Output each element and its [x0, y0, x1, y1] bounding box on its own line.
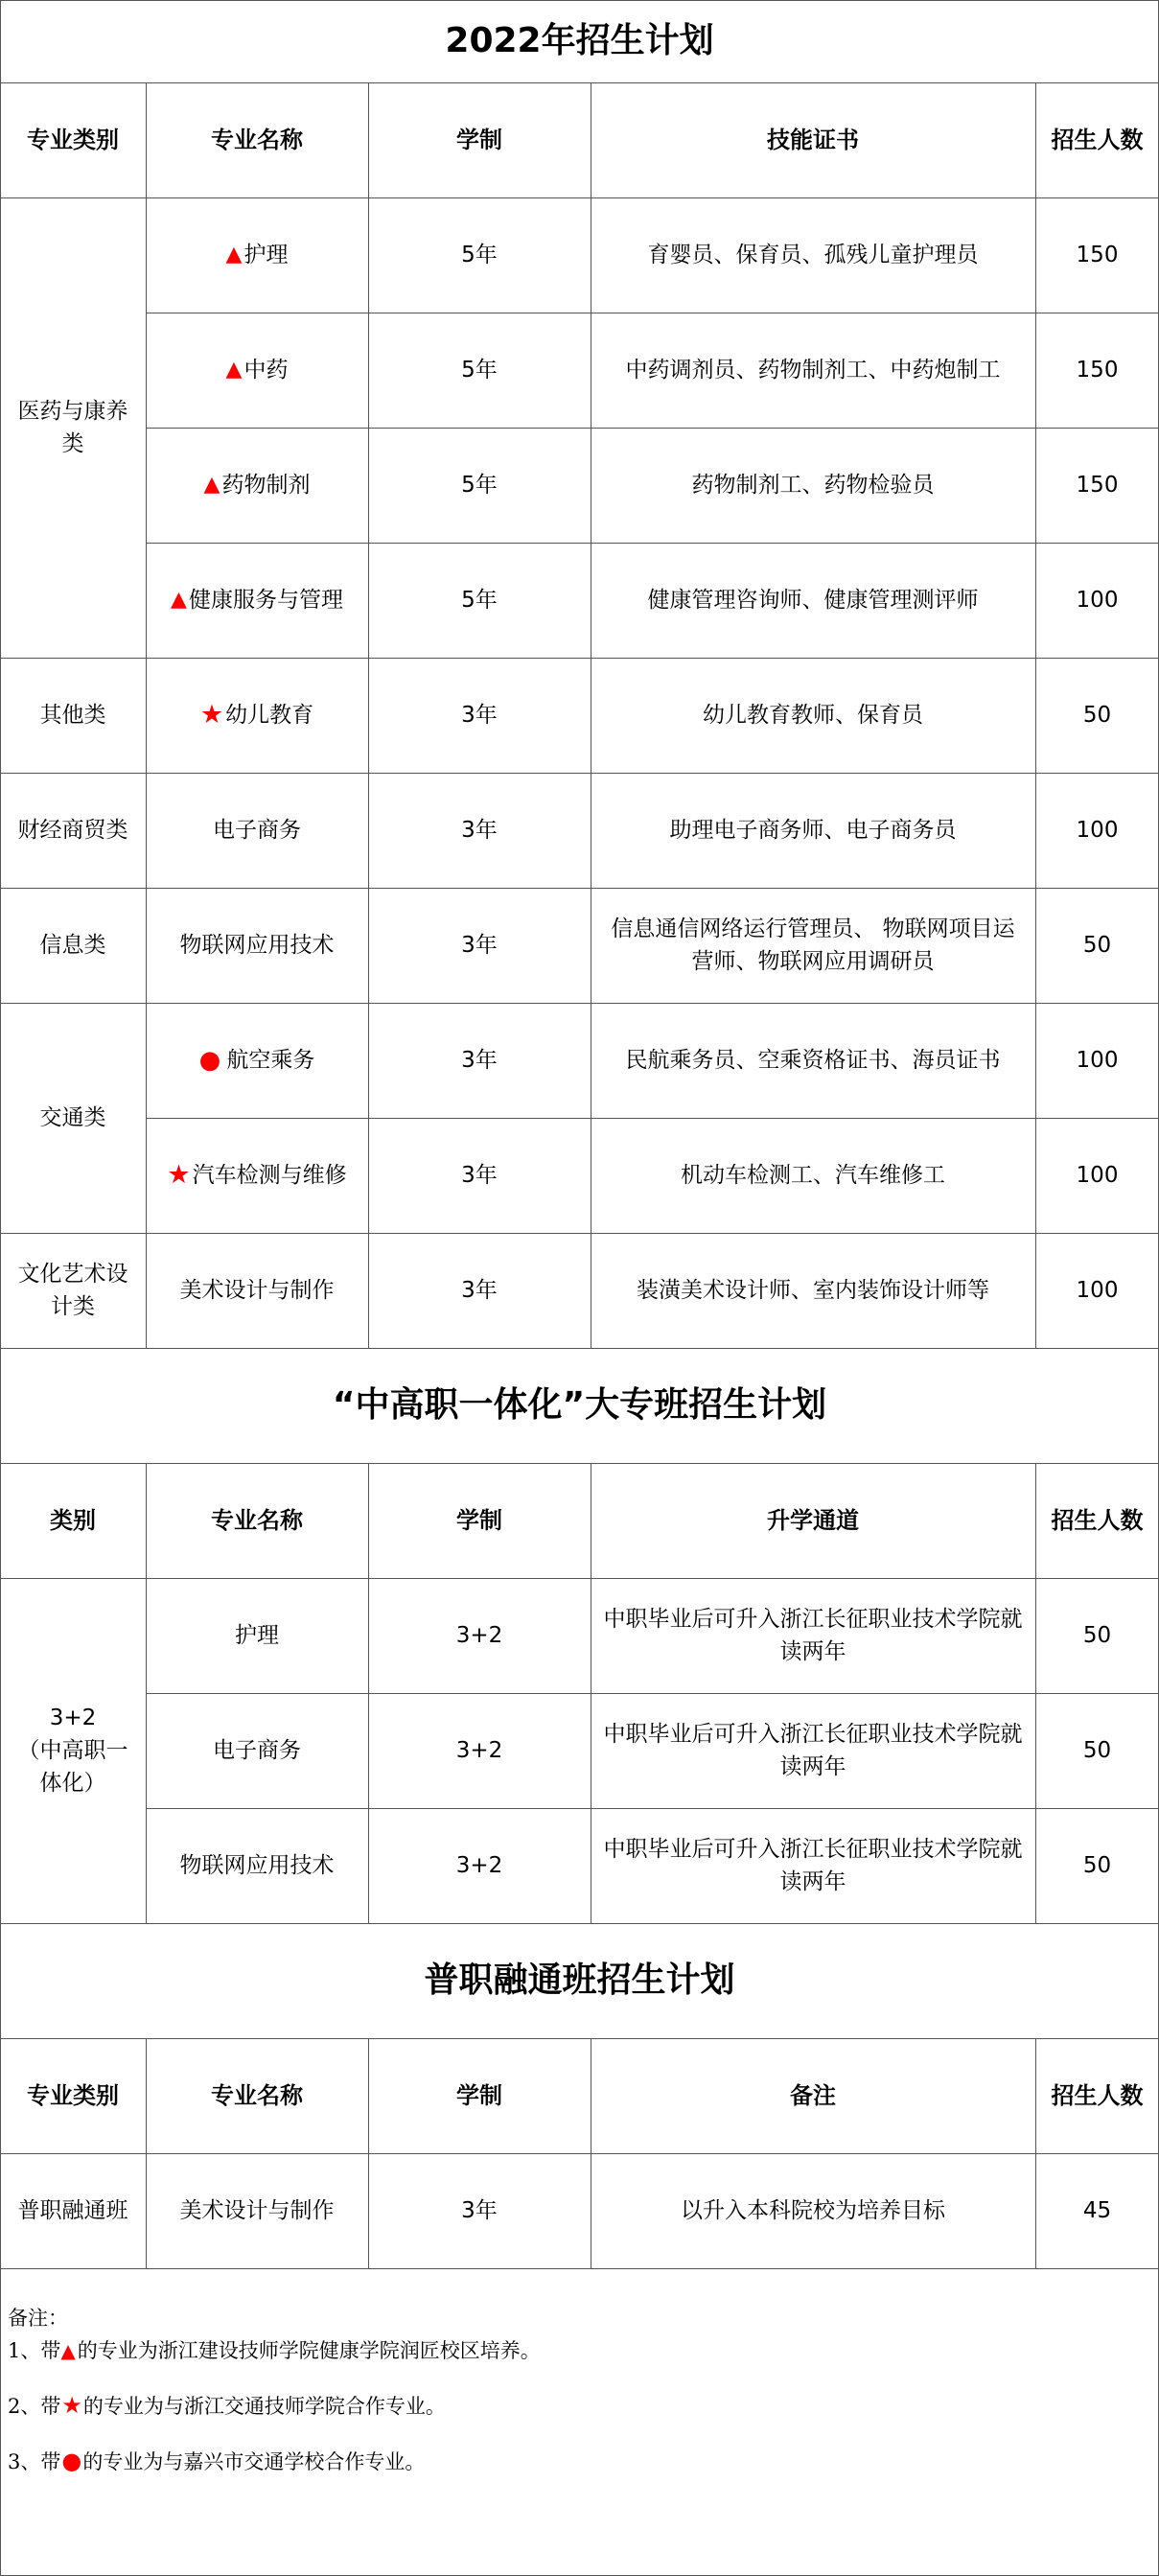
duration	[368, 543, 591, 658]
section3-header-4	[1035, 2038, 1159, 2153]
certificate	[591, 1003, 1035, 1118]
certificate-text: 装潢美术设计师、室内装饰设计师等	[637, 1278, 989, 1303]
duration-text: 3年	[461, 818, 498, 843]
section2-header-3	[591, 1463, 1035, 1578]
enrollment-count-text: 45	[1082, 2198, 1112, 2223]
star-icon: ★	[199, 700, 224, 730]
major-name	[146, 2153, 368, 2268]
triangle-icon: ▲	[203, 473, 220, 497]
major-name-text: 美术设计与制作	[179, 1278, 335, 1303]
duration	[368, 428, 591, 543]
certificate-text: 助理电子商务师、电子商务员	[669, 818, 957, 843]
major-name	[146, 658, 368, 773]
certificate-text: 中药调剂员、药物制剂工、中药炮制工	[625, 358, 1001, 383]
note-suffix: 的专业为浙江建设技师学院健康学院润匠校区培养。	[77, 2339, 541, 2362]
major-name-text: 药物制剂	[221, 473, 311, 498]
section3-header-1-text: 专业名称	[211, 2082, 303, 2109]
major-name	[146, 888, 368, 1003]
duration-text: 3年	[461, 2198, 498, 2223]
major-name	[146, 197, 368, 313]
section2-header-4	[1035, 1463, 1159, 1578]
certificate-text: 机动车检测工、汽车维修工	[681, 1163, 945, 1188]
major-name	[146, 1808, 368, 1923]
enrollment-count-text: 50	[1082, 1738, 1112, 1763]
major-name-text: 中药	[243, 358, 289, 383]
category	[0, 197, 146, 658]
major-name-text: 物联网应用技术	[179, 1853, 335, 1878]
section1-header-0	[0, 82, 146, 197]
certificate	[591, 543, 1035, 658]
circle-icon: ●	[61, 2448, 82, 2474]
section3-header-3-text: 备注	[790, 2082, 836, 2109]
enrollment-count-text: 100	[1076, 1163, 1119, 1188]
duration	[368, 1808, 591, 1923]
certificate-text: 民航乘务员、空乘资格证书、海员证书	[625, 1048, 1001, 1073]
major-name	[146, 1003, 368, 1118]
duration	[368, 1003, 591, 1118]
certificate	[591, 658, 1035, 773]
enrollment-count	[1035, 197, 1159, 313]
section1-header-1	[146, 82, 368, 197]
certificate-text: 药物制剂工、药物检验员	[691, 473, 935, 498]
duration	[368, 2153, 591, 2268]
triangle-icon: ▲	[60, 2339, 76, 2362]
duration-text: 5年	[461, 243, 498, 267]
category-text: 交通类	[39, 1105, 106, 1130]
enrollment-count	[1035, 888, 1159, 1003]
notes-heading: 备注：	[8, 2307, 68, 2330]
major-name-text: 护理	[235, 1623, 279, 1648]
note-prefix: 2、带	[8, 2395, 61, 2418]
category-text: 文化艺术设计类	[17, 1262, 128, 1319]
section1-header-1-text: 专业名称	[211, 127, 303, 153]
enrollment-count	[1035, 1693, 1159, 1808]
section1-title-text: 2022年招生计划	[445, 21, 714, 60]
duration-text: 3年	[461, 1278, 498, 1303]
major-name	[146, 428, 368, 543]
enrollment-count	[1035, 658, 1159, 773]
note-prefix: 1、带	[8, 2339, 61, 2362]
note-item	[8, 2391, 446, 2420]
category-text: 3+2 （中高职一体化）	[17, 1706, 128, 1796]
category	[0, 2153, 146, 2268]
remark	[591, 2153, 1035, 2268]
enrollment-count-text: 100	[1076, 818, 1119, 843]
grid-hline	[0, 2268, 1159, 2269]
duration-text: 3年	[461, 703, 498, 728]
category	[0, 1003, 146, 1233]
enrollment-count-text: 150	[1076, 243, 1119, 267]
section1-header-2	[368, 82, 591, 197]
certificate	[591, 888, 1035, 1003]
category	[0, 1578, 146, 1923]
section2-title	[0, 1348, 1159, 1463]
circle-icon: ●	[198, 1046, 221, 1075]
enrollment-count-text: 50	[1082, 933, 1112, 958]
triangle-icon: ▲	[225, 243, 243, 267]
enrollment-count	[1035, 2153, 1159, 2268]
note-item	[8, 2335, 541, 2364]
section2-title-text: “中高职一体化”大专班招生计划	[332, 1385, 827, 1425]
section3-header-2-text: 学制	[456, 2082, 502, 2109]
certificate	[591, 773, 1035, 888]
certificate-text: 幼儿教育教师、保育员	[703, 703, 923, 728]
major-name-text: 物联网应用技术	[179, 933, 335, 958]
remark-text: 以升入本科院校为培养目标	[681, 2198, 945, 2223]
enrollment-count	[1035, 1003, 1159, 1118]
section1-header-4-text: 招生人数	[1051, 127, 1144, 153]
category-text: 财经商贸类	[17, 818, 128, 843]
progression-path-text: 中职毕业后可升入浙江长征职业技术学院就读两年	[603, 1837, 1023, 1894]
enrollment-count	[1035, 1578, 1159, 1693]
section2-header-2	[368, 1463, 591, 1578]
star-icon: ★	[61, 2392, 82, 2419]
duration-text: 5年	[461, 473, 498, 498]
category	[0, 773, 146, 888]
star-icon: ★	[167, 1160, 191, 1190]
duration	[368, 1118, 591, 1233]
major-name-text: 美术设计与制作	[179, 2198, 335, 2223]
section3-header-0	[0, 2038, 146, 2153]
duration-text: 5年	[461, 588, 498, 613]
section1-header-2-text: 学制	[456, 127, 502, 153]
enrollment-count-text: 100	[1076, 588, 1119, 613]
certificate	[591, 1233, 1035, 1348]
duration	[368, 1693, 591, 1808]
section3-header-1	[146, 2038, 368, 2153]
duration	[368, 1233, 591, 1348]
certificate	[591, 197, 1035, 313]
section2-header-2-text: 学制	[456, 1507, 502, 1534]
major-name-text: 健康服务与管理	[188, 588, 343, 613]
duration-text: 3+2	[455, 1738, 503, 1763]
note-suffix: 的专业为与浙江交通技师学院合作专业。	[82, 2395, 446, 2418]
enrollment-count	[1035, 428, 1159, 543]
certificate	[591, 1118, 1035, 1233]
section3-header-4-text: 招生人数	[1051, 2082, 1144, 2109]
section2-header-0-text: 类别	[50, 1507, 96, 1534]
enrollment-count-text: 50	[1082, 1623, 1112, 1648]
section1-header-3-text: 技能证书	[767, 127, 859, 153]
certificate	[591, 313, 1035, 428]
major-name	[146, 1693, 368, 1808]
major-name	[146, 1233, 368, 1348]
category	[0, 658, 146, 773]
section1-header-3	[591, 82, 1035, 197]
duration-text: 3+2	[455, 1623, 503, 1648]
duration	[368, 313, 591, 428]
section2-header-0	[0, 1463, 146, 1578]
progression-path	[591, 1578, 1035, 1693]
progression-path-text: 中职毕业后可升入浙江长征职业技术学院就读两年	[603, 1722, 1023, 1779]
enrollment-count-text: 50	[1082, 1853, 1112, 1878]
enrollment-count	[1035, 1118, 1159, 1233]
section2-header-3-text: 升学通道	[767, 1507, 859, 1534]
section3-title-text: 普职融通班招生计划	[424, 1961, 735, 2000]
major-name	[146, 773, 368, 888]
major-name-text: 电子商务	[213, 1738, 301, 1763]
category-text: 普职融通班	[17, 2198, 128, 2223]
duration	[368, 773, 591, 888]
section2-header-1-text: 专业名称	[211, 1507, 303, 1534]
duration-text: 3年	[461, 1163, 498, 1188]
major-name-text: 幼儿教育	[225, 703, 314, 728]
enrollment-count-text: 100	[1076, 1278, 1119, 1303]
category-text: 医药与康养类	[17, 399, 128, 456]
progression-path-text: 中职毕业后可升入浙江长征职业技术学院就读两年	[603, 1607, 1023, 1664]
enrollment-count	[1035, 1233, 1159, 1348]
enrollment-count-text: 150	[1076, 473, 1119, 498]
major-name-text: 航空乘务	[226, 1048, 315, 1073]
progression-path	[591, 1808, 1035, 1923]
certificate-text: 育婴员、保育员、孤残儿童护理员	[647, 243, 979, 267]
duration	[368, 888, 591, 1003]
duration-text: 3+2	[455, 1853, 503, 1878]
enrollment-count-text: 100	[1076, 1048, 1119, 1073]
section3-header-3	[591, 2038, 1035, 2153]
major-name	[146, 313, 368, 428]
certificate-text: 健康管理咨询师、健康管理测评师	[647, 588, 979, 613]
category	[0, 1233, 146, 1348]
duration-text: 3年	[461, 933, 498, 958]
triangle-icon: ▲	[171, 588, 187, 612]
major-name	[146, 543, 368, 658]
enrollment-count	[1035, 773, 1159, 888]
progression-path	[591, 1693, 1035, 1808]
major-name	[146, 1118, 368, 1233]
section1-header-4	[1035, 82, 1159, 197]
section3-title	[0, 1923, 1159, 2038]
duration	[368, 197, 591, 313]
category-text: 其他类	[39, 703, 106, 728]
note-suffix: 的专业为与嘉兴市交通学校合作专业。	[82, 2450, 426, 2473]
category-text: 信息类	[39, 933, 106, 958]
category	[0, 888, 146, 1003]
duration	[368, 658, 591, 773]
enrollment-count	[1035, 313, 1159, 428]
certificate-text: 信息通信网络运行管理员、 物联网项目运营师、物联网应用调研员	[611, 917, 1015, 974]
enrollment-count	[1035, 543, 1159, 658]
major-name-text: 电子商务	[213, 818, 301, 843]
major-name	[146, 1578, 368, 1693]
note-prefix: 3、带	[8, 2450, 61, 2473]
enrollment-count	[1035, 1808, 1159, 1923]
section1-header-0-text: 专业类别	[27, 127, 119, 153]
enrollment-count-text: 50	[1082, 703, 1112, 728]
section3-header-0-text: 专业类别	[27, 2082, 119, 2109]
enrollment-count-text: 150	[1076, 358, 1119, 383]
major-name-text: 护理	[243, 243, 289, 267]
section1-title	[0, 0, 1159, 82]
section3-header-2	[368, 2038, 591, 2153]
triangle-icon: ▲	[225, 358, 243, 382]
note-item	[8, 2447, 425, 2475]
duration	[368, 1578, 591, 1693]
section2-header-1	[146, 1463, 368, 1578]
duration-text: 5年	[461, 358, 498, 383]
major-name-text: 汽车检测与维修	[192, 1163, 347, 1188]
duration-text: 3年	[461, 1048, 498, 1073]
section2-header-4-text: 招生人数	[1051, 1507, 1144, 1534]
certificate	[591, 428, 1035, 543]
